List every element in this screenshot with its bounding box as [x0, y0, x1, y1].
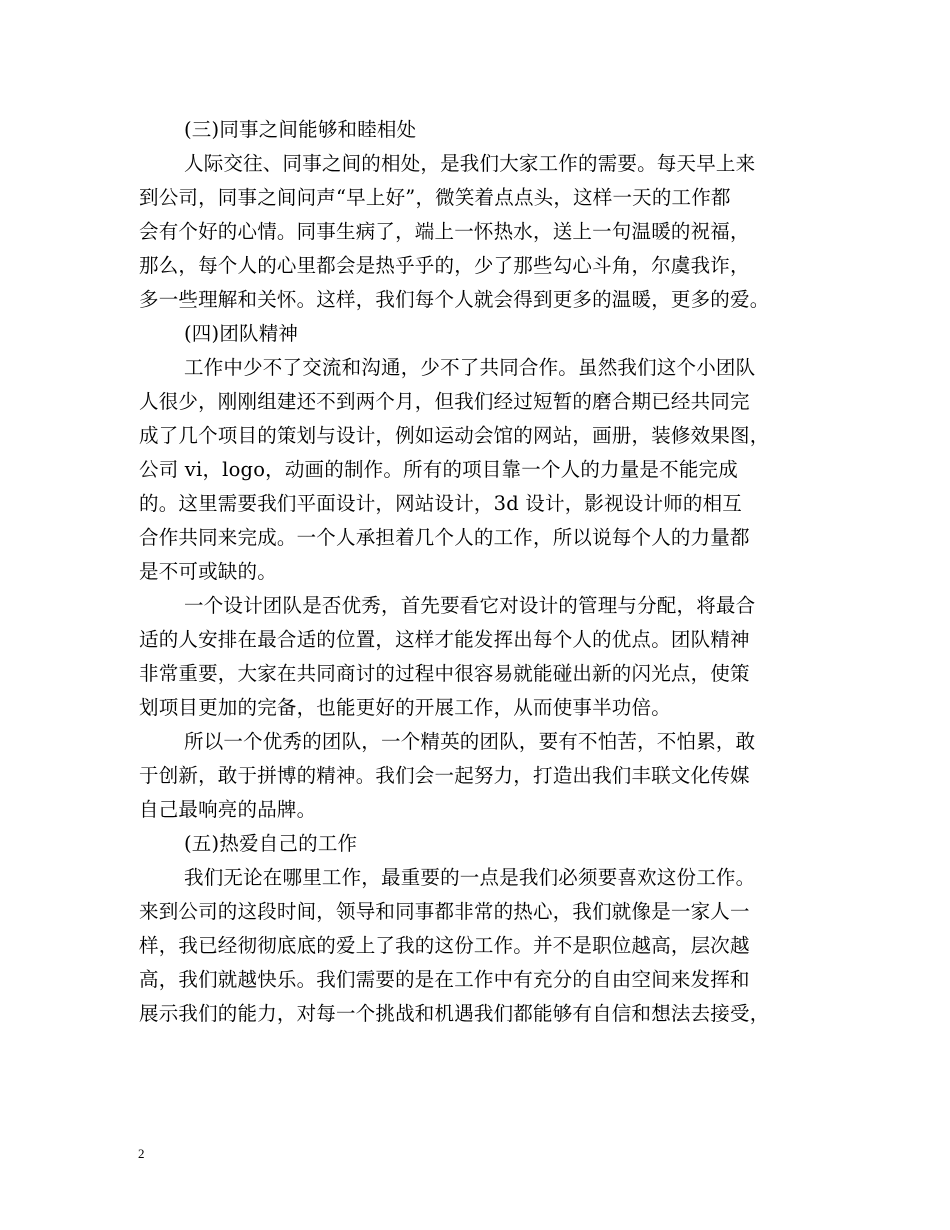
paragraph-line: 到公司，同事之间问声“早上好”，微笑着点点头，这样一天的工作都	[139, 186, 731, 209]
paragraph-line: 样，我已经彻彻底底的爱上了我的这份工作。并不是职位越高，层次越	[139, 934, 750, 957]
page-number: 2	[138, 1146, 145, 1161]
paragraph-line: 人际交往、同事之间的相处，是我们大家工作的需要。每天早上来	[184, 152, 756, 175]
paragraph-line: 合作共同来完成。一个人承担着几个人的工作，所以说每个人的力量都	[139, 526, 750, 549]
paragraph-line: 那么，每个人的心里都会是热乎乎的，少了那些勾心斗角，尔虞我诈，	[139, 254, 750, 277]
paragraph-line: 工作中少不了交流和沟通，少不了共同合作。虽然我们这个小团队	[184, 356, 756, 379]
paragraph-line: 于创新，敢于拼博的精神。我们会一起努力，打造出我们丰联文化传媒	[139, 764, 750, 787]
paragraph-line: 来到公司的这段时间，领导和同事都非常的热心，我们就像是一家人一	[139, 900, 750, 923]
paragraph-line: 的。这里需要我们平面设计，网站设计，3d 设计，影视设计师的相互	[139, 492, 742, 515]
paragraph-line: 高，我们就越快乐。我们需要的是在工作中有充分的自由空间来发挥和	[139, 968, 750, 991]
paragraph-line: 所以一个优秀的团队，一个精英的团队，要有不怕苦，不怕累，敢	[184, 730, 756, 753]
paragraph-line: 是不可或缺的。	[139, 560, 277, 583]
paragraph-line: 成了几个项目的策划与设计，例如运动会馆的网站，画册，装修效果图，	[139, 424, 770, 447]
paragraph-line: 我们无论在哪里工作，最重要的一点是我们必须要喜欢这份工作。	[184, 866, 756, 889]
paragraph-line: 非常重要，大家在共同商讨的过程中很容易就能碰出新的闪光点，使策	[139, 662, 750, 685]
paragraph-line: 自己最响亮的品牌。	[139, 798, 317, 821]
paragraph-line: 人很少，刚刚组建还不到两个月，但我们经过短暂的磨合期已经共同完	[139, 390, 750, 413]
section-heading-5: (五)热爱自己的工作	[184, 832, 358, 855]
paragraph-line: 公司 vi，logo，动画的制作。所有的项目靠一个人的力量是不能完成	[139, 458, 738, 481]
section-heading-4: (四)团队精神	[184, 322, 299, 345]
section-heading-3: (三)同事之间能够和睦相处	[184, 118, 417, 141]
page-body	[139, 113, 829, 1031]
paragraph-line: 适的人安排在最合适的位置，这样才能发挥出每个人的优点。团队精神	[139, 628, 750, 651]
paragraph-line: 划项目更加的完备，也能更好的开展工作，从而使事半功倍。	[139, 696, 671, 719]
paragraph-line: 会有个好的心情。同事生病了，端上一怀热水，送上一句温暖的祝福，	[139, 220, 750, 243]
paragraph-line: 一个设计团队是否优秀，首先要看它对设计的管理与分配，将最合	[184, 594, 756, 617]
paragraph-line: 多一些理解和关怀。这样，我们每个人就会得到更多的温暖，更多的爱。	[139, 288, 770, 311]
paragraph-line: 展示我们的能力，对每一个挑战和机遇我们都能够有自信和想法去接受，	[139, 1002, 770, 1025]
